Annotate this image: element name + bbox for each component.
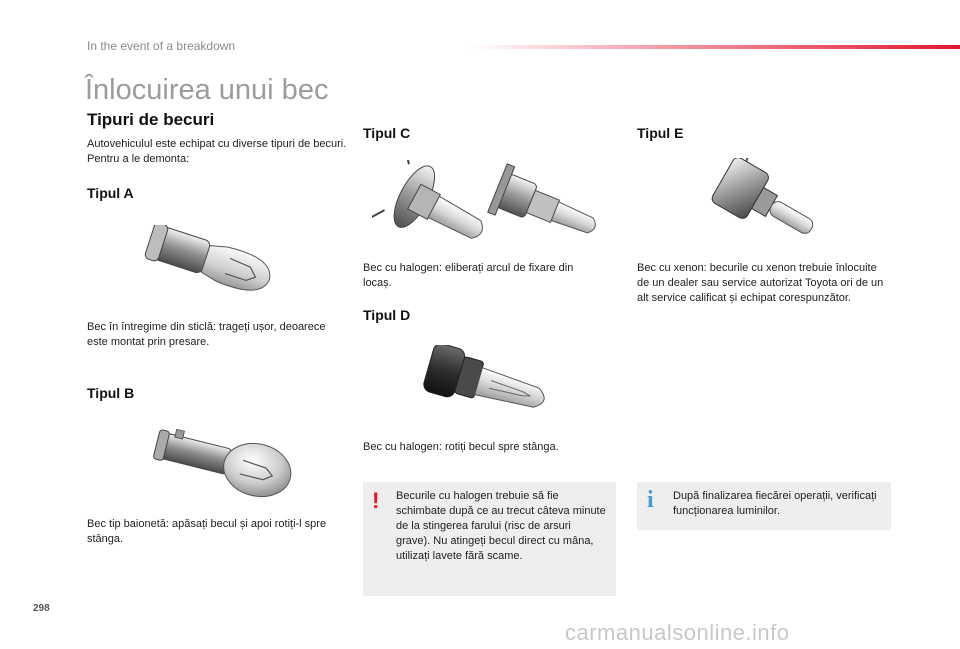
info-text: După finalizarea fiecărei operații, verificați funcționarea luminilor. [673,490,877,517]
warning-text: Becurile cu halogen trebuie să fie schimbate după ce au trecut câteva minute de la stingerea farului (risc de arsuri grave). Nu atingeți becul direct cu mâna, utilizați lavete fără scame. [396,490,606,562]
type-c-heading: Tipul C [363,125,411,141]
h11-halogen-bulb-icon [420,345,565,425]
watermark: carmanualsonline.info [565,620,790,645]
info-icon: i [647,487,654,513]
type-b-heading: Tipul B [87,385,135,401]
page-number: 298 [33,603,50,614]
type-d-description: Bec cu halogen: rotiți becul spre stânga. [363,441,559,453]
type-c-description: Bec cu halogen: eliberați arcul de fixare din locaș. [363,262,574,289]
type-d-heading: Tipul D [363,307,411,323]
warning-box [363,482,616,596]
wedge-bulb-icon [140,225,285,300]
type-e-description: Bec cu xenon: becurile cu xenon trebuie înlocuite de un dealer sau service autorizat Toyota ori de un alt service calificat și echipat corespunzător. [637,262,884,304]
warning-icon: ! [372,488,380,513]
bayonet-bulb-icon [150,428,300,498]
type-e-heading: Tipul E [637,125,684,141]
intro-text: Autovehiculul este echipat cu diverse tipuri de becuri. Pentru a le demonta: [87,138,347,165]
page-title: Înlocuirea unui bec [85,74,329,106]
type-a-heading: Tipul A [87,185,134,201]
section-subtitle: Tipuri de becuri [87,110,215,129]
info-box [637,482,891,530]
h7-halogen-bulb-icon [372,160,607,252]
type-a-description: Bec în întregime din sticlă: trageți ușor, deoarece este montat prin presare. [87,321,326,348]
xenon-bulb-icon [708,158,833,250]
header-accent-bar [470,45,960,49]
section-label: In the event of a breakdown [87,39,236,53]
type-b-description: Bec tip baionetă: apăsați becul și apoi rotiți-l spre stânga. [87,518,327,545]
